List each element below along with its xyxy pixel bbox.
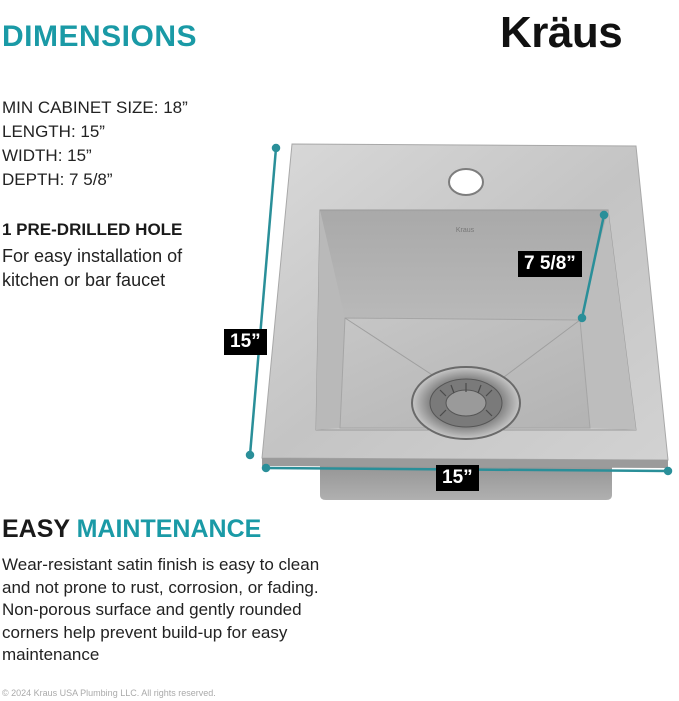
maintenance-heading-accent: MAINTENANCE — [76, 515, 262, 543]
width-dimension-label: 15” — [436, 465, 479, 491]
spec-length: LENGTH: 15” — [2, 122, 105, 141]
maintenance-description: Wear-resistant satin finish is easy to clean and not prone to rust, corrosion, or fading. Non-porous surface and gently rounded corners help prevent build-up for easy maintenance — [2, 555, 320, 664]
maintenance-heading — [2, 515, 261, 544]
hole-description: For easy installation of kitchen or bar faucet — [2, 246, 183, 290]
hole-heading: 1 PRE-DRILLED HOLE — [2, 220, 183, 239]
basin-brand-mark: Kraus — [455, 227, 475, 234]
spec-depth: DEPTH: 7 5/8” — [2, 170, 113, 189]
copyright-notice: © 2024 Kraus USA Plumbing LLC. All rights reserved. — [2, 688, 216, 698]
faucet-hole — [449, 169, 483, 195]
depth-dimension-label: 7 5/8” — [518, 251, 582, 277]
page-title: DIMENSIONS — [2, 20, 198, 53]
spec-min-cabinet: MIN CABINET SIZE: 18” — [2, 98, 188, 117]
spec-width: WIDTH: 15” — [2, 146, 92, 165]
height-dimension-label: 15” — [224, 329, 267, 355]
maintenance-heading-plain: EASY — [2, 515, 77, 543]
brand-logo: Kräus — [500, 8, 623, 57]
